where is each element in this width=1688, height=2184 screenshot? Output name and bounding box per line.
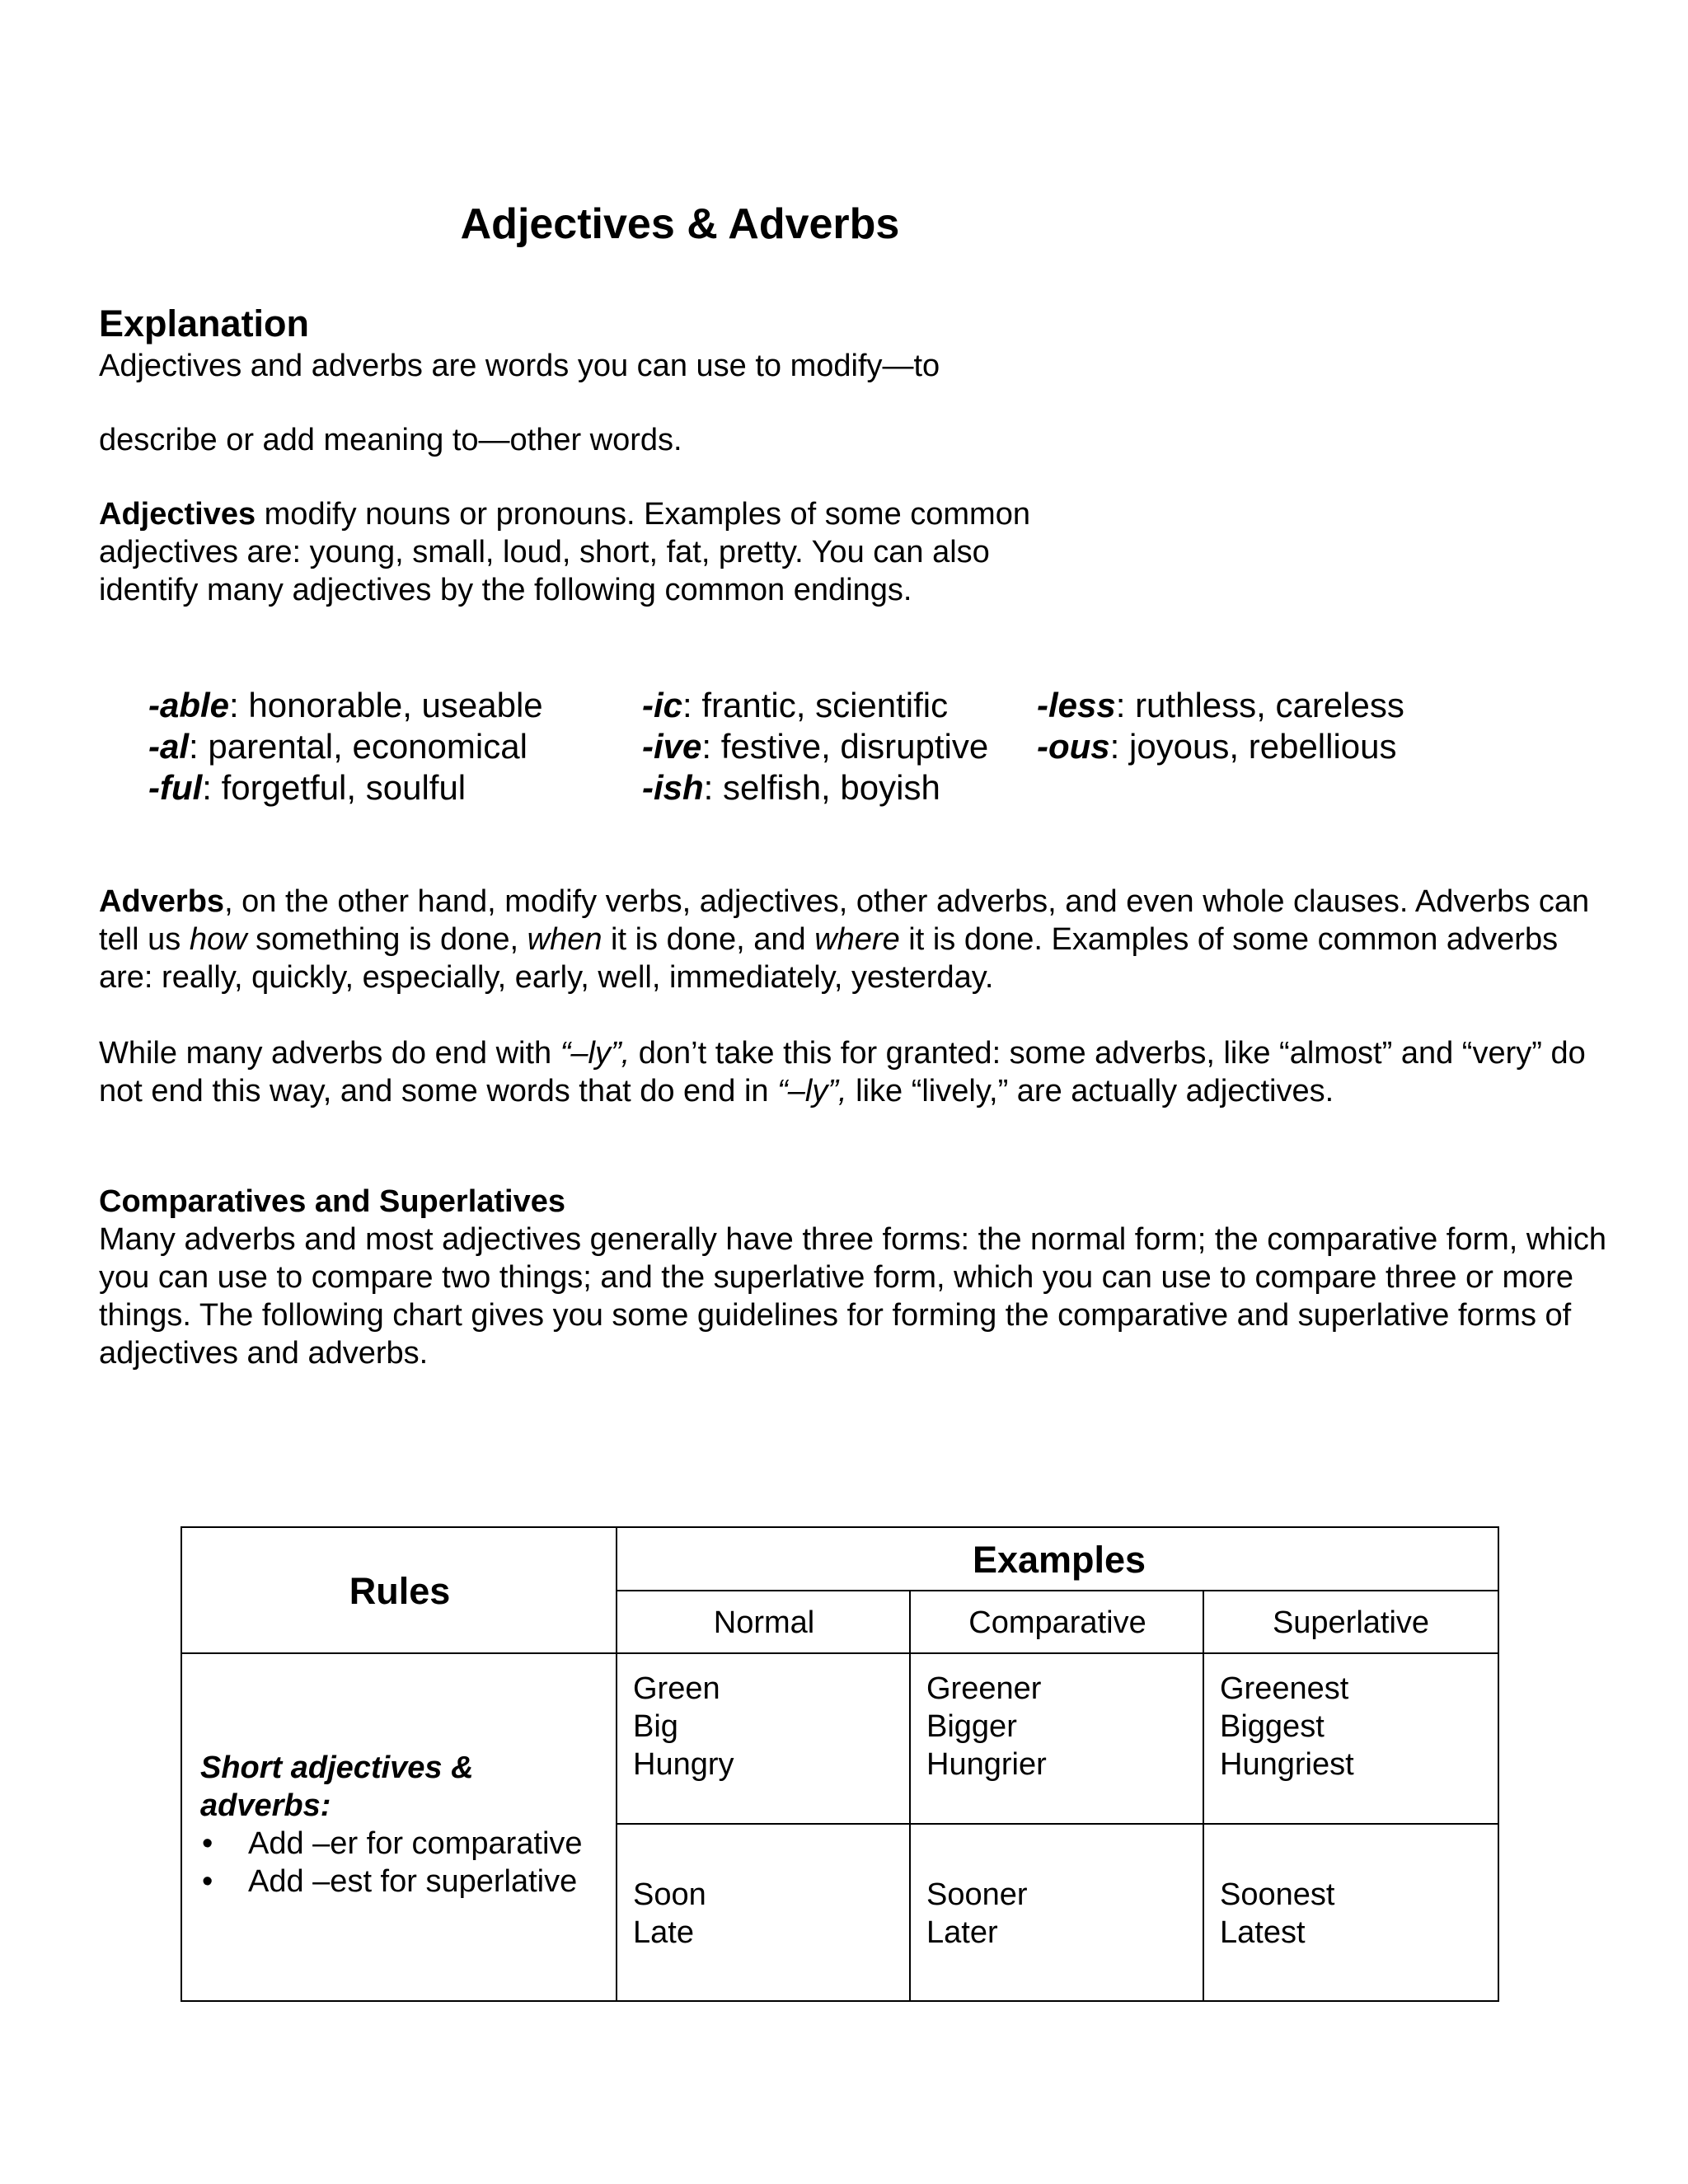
ending-suffix: -ic — [642, 686, 683, 724]
rule-bullet: • Add –er for comparative — [200, 1825, 612, 1863]
page-title: Adjectives & Adverbs — [460, 200, 900, 248]
comparatives-heading: Comparatives and Superlatives — [99, 1184, 565, 1219]
adverbs-when: when — [527, 922, 603, 957]
ending-item — [642, 767, 988, 808]
word: Later — [926, 1915, 998, 1950]
word: Hungrier — [926, 1747, 1047, 1782]
ending-examples: : frantic, scientific — [682, 686, 949, 724]
word: Late — [633, 1915, 694, 1950]
adverbs-term: Adverbs — [99, 884, 225, 919]
ly-text: like “lively,” are actually adjectives. — [846, 1074, 1334, 1108]
ending-suffix: -less — [1037, 686, 1116, 724]
adverbs-paragraph — [99, 883, 1607, 996]
adverbs-text: something is done, — [246, 922, 528, 957]
normal-cell — [633, 1876, 706, 1952]
adjectives-text: modify nouns or pronouns. Examples of some common adjectives are: young, small, loud, short, fat, pretty. You can also identify many adjectives by the following common endings. — [99, 497, 1030, 607]
ending-item — [148, 767, 543, 808]
table-divider — [616, 1823, 1498, 1825]
ending-suffix: -ous — [1037, 727, 1110, 766]
comparison-table — [181, 1526, 1499, 2002]
comparative-cell — [926, 1670, 1047, 1783]
ending-examples: : honorable, useable — [229, 686, 543, 724]
endings-column-2 — [642, 685, 988, 808]
adjectives-term: Adjectives — [99, 497, 256, 532]
adverbs-where: where — [814, 922, 900, 957]
rule-cell — [200, 1749, 612, 1900]
comparative-header: Comparative — [968, 1605, 1146, 1640]
word: Green — [633, 1671, 720, 1706]
rule-title: Short adjectives & adverbs: — [200, 1750, 474, 1823]
word: Greener — [926, 1671, 1042, 1706]
adverbs-text: it is done, and — [602, 922, 815, 957]
ending-examples: : forgetful, soulful — [202, 768, 467, 807]
ending-suffix: -ful — [148, 768, 203, 807]
ending-item — [1037, 685, 1404, 726]
ending-suffix: -al — [148, 727, 190, 766]
ending-item — [1037, 726, 1404, 767]
adverbs-text: it is done. Examples of some common adverbs are: really, quickly, especially, early, well, immediately, yesterday. — [99, 922, 1559, 995]
superlative-cell — [1220, 1670, 1354, 1783]
ending-item — [642, 685, 988, 726]
word: Bigger — [926, 1709, 1017, 1744]
ly-suffix: “–ly”, — [777, 1074, 847, 1108]
ly-paragraph — [99, 1034, 1607, 1110]
intro-line-2: describe or add meaning to—other words. — [99, 423, 682, 457]
ending-item — [148, 685, 543, 726]
word: Soonest — [1220, 1877, 1335, 1912]
intro-line-1: Adjectives and adverbs are words you can use to modify—to — [99, 349, 940, 383]
ending-examples: : ruthless, careless — [1115, 686, 1404, 724]
adverbs-how: how — [189, 922, 247, 957]
endings-column-3 — [1037, 685, 1404, 767]
explanation-heading: Explanation — [99, 302, 310, 344]
word: Hungry — [633, 1747, 734, 1782]
comparative-cell — [926, 1876, 1028, 1952]
ending-examples: : selfish, boyish — [703, 768, 940, 807]
rules-header: Rules — [349, 1569, 451, 1612]
word: Big — [633, 1709, 678, 1744]
ending-suffix: -ish — [642, 768, 704, 807]
ending-examples: : parental, economical — [189, 727, 528, 766]
normal-cell — [633, 1670, 734, 1783]
comparatives-section — [99, 1183, 1607, 1372]
superlative-cell — [1220, 1876, 1334, 1952]
ending-item — [642, 726, 988, 767]
ending-examples: : joyous, rebellious — [1109, 727, 1397, 766]
word: Soon — [633, 1877, 706, 1912]
superlative-header: Superlative — [1272, 1605, 1430, 1640]
word: Biggest — [1220, 1709, 1325, 1744]
examples-header: Examples — [972, 1538, 1146, 1581]
ly-text: While many adverbs do end with — [99, 1036, 560, 1071]
word: Greenest — [1220, 1671, 1349, 1706]
rule-bullet-list — [200, 1825, 612, 1900]
adjectives-paragraph — [99, 495, 1047, 609]
ly-suffix: “–ly”, — [560, 1036, 631, 1071]
comparatives-text: Many adverbs and most adjectives generally have three forms: the normal form; the comparative form, which you can use to compare two things; and the superlative form, which you can use to compare three or more things. The following chart gives you some guidelines for forming the comparative and superlative forms of adjectives and adverbs. — [99, 1222, 1607, 1371]
word: Hungriest — [1220, 1747, 1354, 1782]
adverbs-text: , on the other hand, modify verbs, adjectives, other adverbs, and even whole clauses. Adverbs can tell us — [99, 884, 1590, 957]
endings-column-1 — [148, 685, 543, 808]
ending-item — [148, 726, 543, 767]
word: Sooner — [926, 1877, 1028, 1912]
ending-suffix: -ive — [642, 727, 702, 766]
normal-header: Normal — [713, 1605, 815, 1640]
ending-examples: : festive, disruptive — [701, 727, 989, 766]
rule-bullet: • Add –est for superlative — [200, 1863, 612, 1900]
word: Latest — [1220, 1915, 1306, 1950]
ending-suffix: -able — [148, 686, 230, 724]
ly-text: don’t take this for granted: some adverbs, like “almost” and “very” do not end this way, and some words that do end in — [99, 1036, 1586, 1108]
